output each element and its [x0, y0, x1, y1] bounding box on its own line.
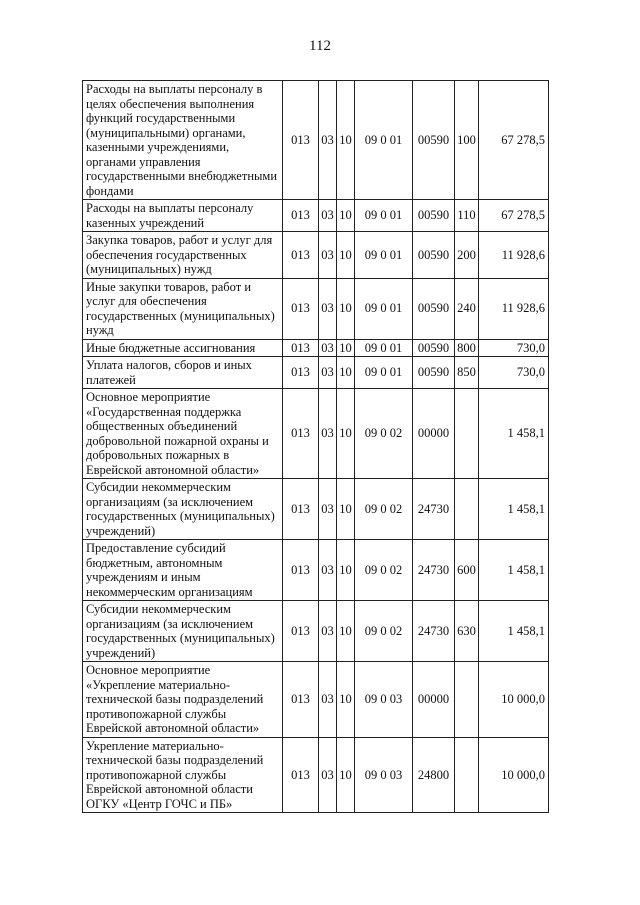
ministry-code-cell: 013	[283, 479, 319, 540]
expense-type-cell	[455, 662, 479, 738]
expense-name-cell: Предоставление субсидий бюджетным, автономным учреждениям и иным некоммерческим организациям	[83, 540, 283, 601]
expense-type-cell	[455, 479, 479, 540]
table-row	[83, 737, 549, 813]
subsection-code-cell: 10	[337, 479, 355, 540]
ministry-code-cell: 013	[283, 339, 319, 357]
section-code-cell: 03	[319, 81, 337, 200]
program-code-cell: 09 0 01	[355, 232, 413, 279]
amount-cell: 10 000,0	[479, 737, 549, 813]
expense-type-cell: 630	[455, 601, 479, 662]
subsection-code-cell: 10	[337, 540, 355, 601]
direction-code-cell: 24730	[413, 540, 455, 601]
amount-cell: 1 458,1	[479, 389, 549, 479]
amount-cell: 1 458,1	[479, 601, 549, 662]
table-row	[83, 601, 549, 662]
expense-name-cell: Расходы на выплаты персоналу казенных учреждений	[83, 200, 283, 232]
expense-name-cell: Иные бюджетные ассигнования	[83, 339, 283, 357]
expense-type-cell: 200	[455, 232, 479, 279]
expense-name-cell: Основное мероприятие «Укрепление материально-технической базы подразделений противопожарной службы Еврейской автономной области»	[83, 662, 283, 738]
table-row	[83, 200, 549, 232]
subsection-code-cell: 10	[337, 601, 355, 662]
section-code-cell: 03	[319, 389, 337, 479]
ministry-code-cell: 013	[283, 81, 319, 200]
expense-name-cell: Субсидии некоммерческим организациям (за исключением государственных (муниципальных) учреждений)	[83, 601, 283, 662]
ministry-code-cell: 013	[283, 278, 319, 339]
amount-cell: 10 000,0	[479, 662, 549, 738]
program-code-cell: 09 0 03	[355, 662, 413, 738]
program-code-cell: 09 0 02	[355, 479, 413, 540]
direction-code-cell: 00590	[413, 357, 455, 389]
direction-code-cell: 00590	[413, 200, 455, 232]
expense-type-cell: 850	[455, 357, 479, 389]
table-row	[83, 232, 549, 279]
program-code-cell: 09 0 01	[355, 278, 413, 339]
section-code-cell: 03	[319, 737, 337, 813]
section-code-cell: 03	[319, 601, 337, 662]
ministry-code-cell: 013	[283, 232, 319, 279]
amount-cell: 11 928,6	[479, 278, 549, 339]
expense-name-cell: Укрепление материально-технической базы подразделений противопожарной службы Еврейской автономной области ОГКУ «Центр ГОЧС и ПБ»	[83, 737, 283, 813]
expense-type-cell: 240	[455, 278, 479, 339]
ministry-code-cell: 013	[283, 389, 319, 479]
table-row	[83, 81, 549, 200]
amount-cell: 11 928,6	[479, 232, 549, 279]
section-code-cell: 03	[319, 662, 337, 738]
subsection-code-cell: 10	[337, 200, 355, 232]
expense-name-cell: Основное мероприятие «Государственная поддержка общественных объединений добровольной пожарной охраны и добровольных пожарных в Еврейской автономной области»	[83, 389, 283, 479]
expense-name-cell: Уплата налогов, сборов и иных платежей	[83, 357, 283, 389]
expense-name-cell: Расходы на выплаты персоналу в целях обеспечения выполнения функций государственными (муниципальными) органами, казенными учреждениями, органами управления государственными внебюджетными фондами	[83, 81, 283, 200]
expense-type-cell: 800	[455, 339, 479, 357]
budget-table	[82, 80, 549, 813]
budget-table-body	[83, 81, 549, 813]
amount-cell: 67 278,5	[479, 81, 549, 200]
expense-type-cell: 100	[455, 81, 479, 200]
program-code-cell: 09 0 03	[355, 737, 413, 813]
direction-code-cell: 00000	[413, 389, 455, 479]
expense-name-cell: Закупка товаров, работ и услуг для обеспечения государственных (муниципальных) нужд	[83, 232, 283, 279]
subsection-code-cell: 10	[337, 278, 355, 339]
direction-code-cell: 24730	[413, 479, 455, 540]
expense-type-cell	[455, 389, 479, 479]
program-code-cell: 09 0 02	[355, 540, 413, 601]
expense-type-cell: 600	[455, 540, 479, 601]
expense-name-cell: Иные закупки товаров, работ и услуг для обеспечения государственных (муниципальных) нужд	[83, 278, 283, 339]
program-code-cell: 09 0 01	[355, 200, 413, 232]
section-code-cell: 03	[319, 200, 337, 232]
program-code-cell: 09 0 01	[355, 81, 413, 200]
table-row	[83, 479, 549, 540]
subsection-code-cell: 10	[337, 339, 355, 357]
program-code-cell: 09 0 02	[355, 601, 413, 662]
expense-name-cell: Субсидии некоммерческим организациям (за исключением государственных (муниципальных) учреждений)	[83, 479, 283, 540]
direction-code-cell: 00590	[413, 278, 455, 339]
direction-code-cell: 24730	[413, 601, 455, 662]
subsection-code-cell: 10	[337, 389, 355, 479]
section-code-cell: 03	[319, 339, 337, 357]
section-code-cell: 03	[319, 479, 337, 540]
program-code-cell: 09 0 01	[355, 339, 413, 357]
direction-code-cell: 00590	[413, 232, 455, 279]
subsection-code-cell: 10	[337, 662, 355, 738]
program-code-cell: 09 0 01	[355, 357, 413, 389]
ministry-code-cell: 013	[283, 601, 319, 662]
amount-cell: 730,0	[479, 339, 549, 357]
section-code-cell: 03	[319, 278, 337, 339]
direction-code-cell: 00590	[413, 339, 455, 357]
ministry-code-cell: 013	[283, 737, 319, 813]
table-row	[83, 278, 549, 339]
expense-type-cell: 110	[455, 200, 479, 232]
ministry-code-cell: 013	[283, 357, 319, 389]
amount-cell: 1 458,1	[479, 540, 549, 601]
page-number: 112	[309, 38, 331, 54]
ministry-code-cell: 013	[283, 662, 319, 738]
section-code-cell: 03	[319, 540, 337, 601]
direction-code-cell: 24800	[413, 737, 455, 813]
subsection-code-cell: 10	[337, 357, 355, 389]
ministry-code-cell: 013	[283, 540, 319, 601]
direction-code-cell: 00000	[413, 662, 455, 738]
subsection-code-cell: 10	[337, 737, 355, 813]
direction-code-cell: 00590	[413, 81, 455, 200]
section-code-cell: 03	[319, 232, 337, 279]
expense-type-cell	[455, 737, 479, 813]
program-code-cell: 09 0 02	[355, 389, 413, 479]
table-row	[83, 662, 549, 738]
table-row	[83, 540, 549, 601]
amount-cell: 730,0	[479, 357, 549, 389]
section-code-cell: 03	[319, 357, 337, 389]
table-row	[83, 339, 549, 357]
table-row	[83, 357, 549, 389]
ministry-code-cell: 013	[283, 200, 319, 232]
table-row	[83, 389, 549, 479]
subsection-code-cell: 10	[337, 232, 355, 279]
amount-cell: 67 278,5	[479, 200, 549, 232]
subsection-code-cell: 10	[337, 81, 355, 200]
amount-cell: 1 458,1	[479, 479, 549, 540]
